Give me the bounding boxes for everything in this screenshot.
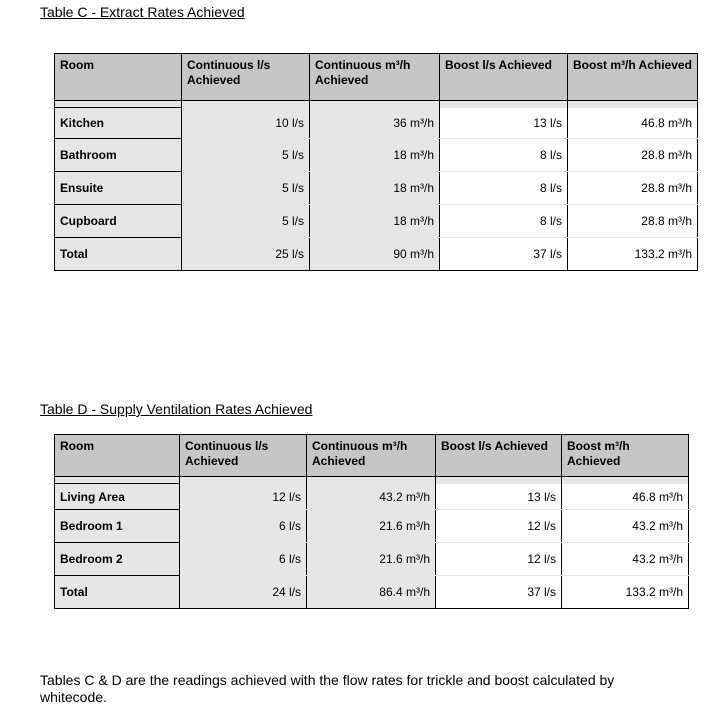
- table-d-caption: Table D - Supply Ventilation Rates Achieved: [40, 401, 313, 417]
- total-value-cell: 37 l/s: [440, 238, 568, 271]
- supply-rates-table: [54, 434, 689, 609]
- value-cell: 28.8 m³/h: [568, 139, 698, 172]
- value-cell: 5 l/s: [182, 205, 310, 238]
- room-cell: Bedroom 2: [55, 543, 180, 576]
- header-boost-ls: Boost l/s Achieved: [440, 54, 568, 101]
- total-value-cell: 86.4 m³/h: [307, 576, 436, 609]
- table-c-caption: Table C - Extract Rates Achieved: [40, 4, 245, 20]
- value-cell: 8 l/s: [440, 205, 568, 238]
- header-boost-ls: Boost l/s Achieved: [436, 435, 562, 477]
- value-cell: 12 l/s: [180, 484, 307, 510]
- value-cell: 8 l/s: [440, 172, 568, 205]
- value-cell: 5 l/s: [182, 139, 310, 172]
- table-row: [55, 139, 698, 172]
- value-cell: 10 l/s: [182, 108, 310, 139]
- table-row: [55, 484, 689, 510]
- table-row: [55, 543, 689, 576]
- table-row: [55, 205, 698, 238]
- value-cell: 43.2 m³/h: [562, 510, 689, 543]
- extract-rates-table: [54, 53, 698, 271]
- header-continuous-m3h: Continuous m³/h Achieved: [307, 435, 436, 477]
- total-value-cell: 133.2 m³/h: [562, 576, 689, 609]
- room-cell: Bathroom: [55, 139, 182, 172]
- table-row: [55, 510, 689, 543]
- total-row: [55, 238, 698, 271]
- total-value-cell: 133.2 m³/h: [568, 238, 698, 271]
- value-cell: 46.8 m³/h: [562, 484, 689, 510]
- value-cell: 13 l/s: [440, 108, 568, 139]
- value-cell: 5 l/s: [182, 172, 310, 205]
- value-cell: 21.6 m³/h: [307, 510, 436, 543]
- total-value-cell: 24 l/s: [180, 576, 307, 609]
- room-cell: Cupboard: [55, 205, 182, 238]
- total-label: Total: [55, 238, 182, 271]
- value-cell: 13 l/s: [436, 484, 562, 510]
- total-label: Total: [55, 576, 180, 609]
- room-cell: Living Area: [55, 484, 180, 510]
- value-cell: 21.6 m³/h: [307, 543, 436, 576]
- value-cell: 12 l/s: [436, 510, 562, 543]
- room-cell: Bedroom 1: [55, 510, 180, 543]
- value-cell: 18 m³/h: [310, 205, 440, 238]
- value-cell: 43.2 m³/h: [307, 484, 436, 510]
- value-cell: 18 m³/h: [310, 172, 440, 205]
- table-row: [55, 172, 698, 205]
- header-boost-m3h: Boost m³/h Achieved: [562, 435, 689, 477]
- total-value-cell: 90 m³/h: [310, 238, 440, 271]
- header-continuous-m3h: Continuous m³/h Achieved: [310, 54, 440, 101]
- total-value-cell: 25 l/s: [182, 238, 310, 271]
- value-cell: 43.2 m³/h: [562, 543, 689, 576]
- value-cell: 6 l/s: [180, 510, 307, 543]
- header-room: Room: [55, 435, 180, 477]
- value-cell: 12 l/s: [436, 543, 562, 576]
- room-cell: Kitchen: [55, 108, 182, 139]
- table-row: [55, 108, 698, 139]
- value-cell: 18 m³/h: [310, 139, 440, 172]
- value-cell: 28.8 m³/h: [568, 172, 698, 205]
- total-row: [55, 576, 689, 609]
- header-continuous-ls: Continuous l/s Achieved: [182, 54, 310, 101]
- value-cell: 28.8 m³/h: [568, 205, 698, 238]
- value-cell: 6 l/s: [180, 543, 307, 576]
- footnote-text: Tables C & D are the readings achieved with the flow rates for trickle and boost calculated by whitecode.: [40, 672, 615, 705]
- total-value-cell: 37 l/s: [436, 576, 562, 609]
- header-boost-m3h: Boost m³/h Achieved: [568, 54, 698, 101]
- value-cell: 36 m³/h: [310, 108, 440, 139]
- room-cell: Ensuite: [55, 172, 182, 205]
- value-cell: 46.8 m³/h: [568, 108, 698, 139]
- header-room: Room: [55, 54, 182, 101]
- header-continuous-ls: Continuous l/s Achieved: [180, 435, 307, 477]
- value-cell: 8 l/s: [440, 139, 568, 172]
